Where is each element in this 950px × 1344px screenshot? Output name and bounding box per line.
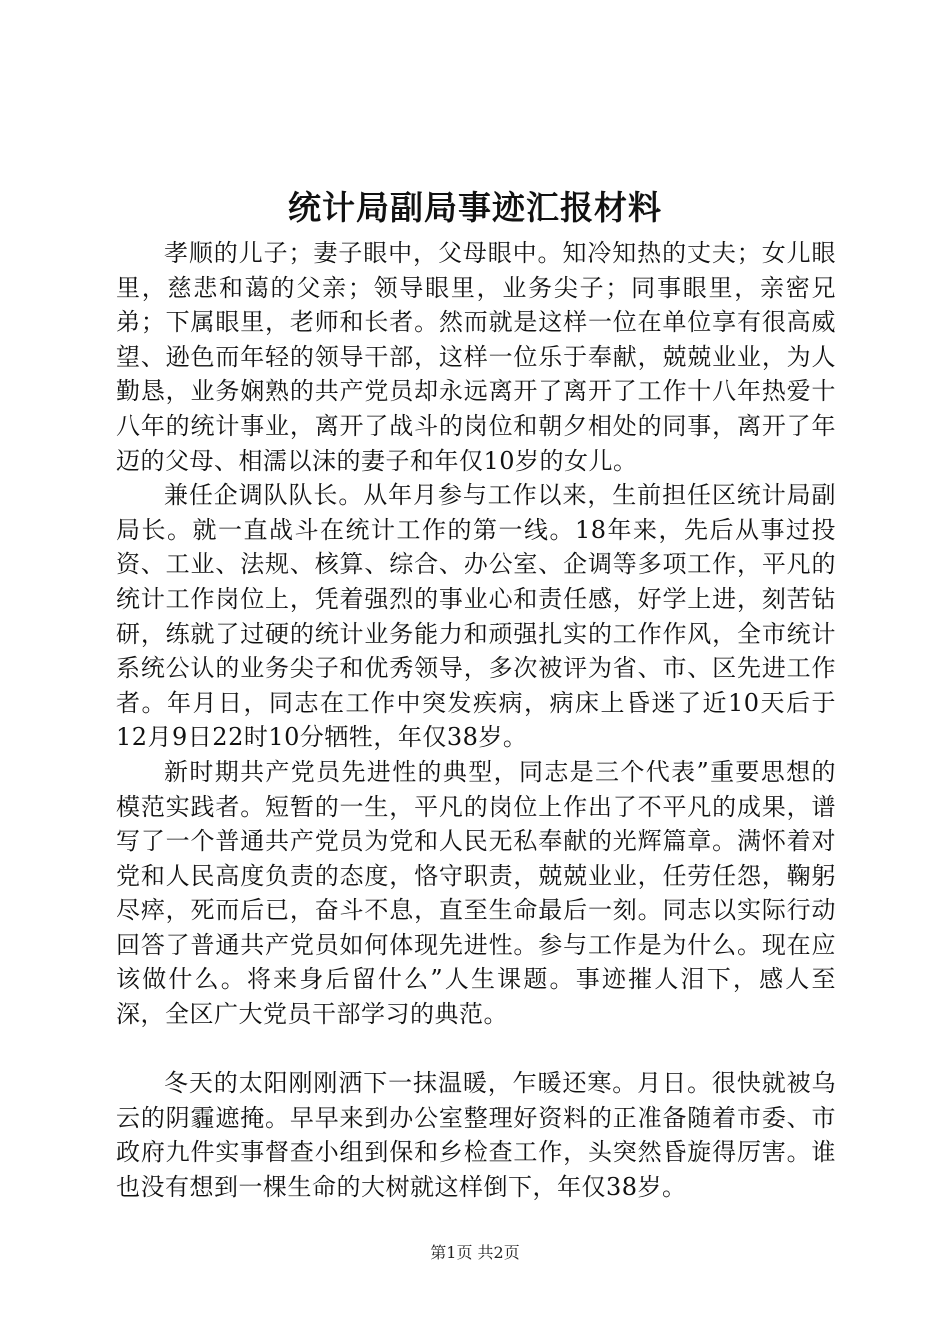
- paragraph-1: 孝顺的儿子；妻子眼中，父母眼中。知冷知热的丈夫；女儿眼里，慈悲和蔼的父亲；领导眼里，业务尖子；同事眼里，亲密兄弟；下属眼里，老师和长者。然而就是这样一位在单位享有很高威望、逊色而年轻的领导干部，这样一位乐于奉献，兢兢业业，为人勤恳，业务娴熟的共产党员却永远离开了离开了工作十八年热爱十八年的统计事业，离开了战斗的岗位和朝夕相处的同事，离开了年迈的父母、相濡以沫的妻子和年仅10岁的女儿。: [116, 239, 836, 475]
- paragraph-4: 冬天的太阳刚刚洒下一抹温暖，乍暖还寒。月日。很快就被乌云的阴霾遮掩。早早来到办公室整理好资料的正准备随着市委、市政府九件实事督查小组到保和乡检查工作，头突然昏旋得厉害。谁也没有想到一棵生命的大树就这样倒下，年仅38岁。: [116, 1069, 836, 1202]
- document-body: [116, 236, 836, 1205]
- paragraph-spacer: [116, 1032, 836, 1067]
- paragraph-2: 兼任企调队队长。从年月参与工作以来，生前担任区统计局副局长。就一直战斗在统计工作的第一线。18年来，先后从事过投资、工业、法规、核算、综合、办公室、企调等多项工作，平凡的统计工作岗位上，凭着强烈的事业心和责任感，好学上进，刻苦钻研，练就了过硬的统计业务能力和顽强扎实的工作作风，全市统计系统公认的业务尖子和优秀领导，多次被评为省、市、区先进工作者。年月日，同志在工作中突发疾病，病床上昏迷了近10天后于12月9日22时10分牺牲，年仅38岁。: [116, 481, 836, 752]
- document-title: 统计局副局事迹汇报材料: [288, 188, 662, 227]
- paragraph-3: 新时期共产党员先进性的典型，同志是三个代表”重要思想的模范实践者。短暂的一生，平凡的岗位上作出了不平凡的成果，谱写了一个普通共产党员为党和人民无私奉献的光辉篇章。满怀着对党和人民高度负责的态度，恪守职责，兢兢业业，任劳任怨，鞠躬尽瘁，死而后已，奋斗不息，直至生命最后一刻。同志以实际行动回答了普通共产党员如何体现先进性。参与工作是为什么。现在应该做什么。将来身后留什么”人生课题。事迹摧人泪下，感人至深，全区广大党员干部学习的典范。: [116, 757, 836, 1029]
- page-footer: 第1页 共2页: [430, 1243, 520, 1262]
